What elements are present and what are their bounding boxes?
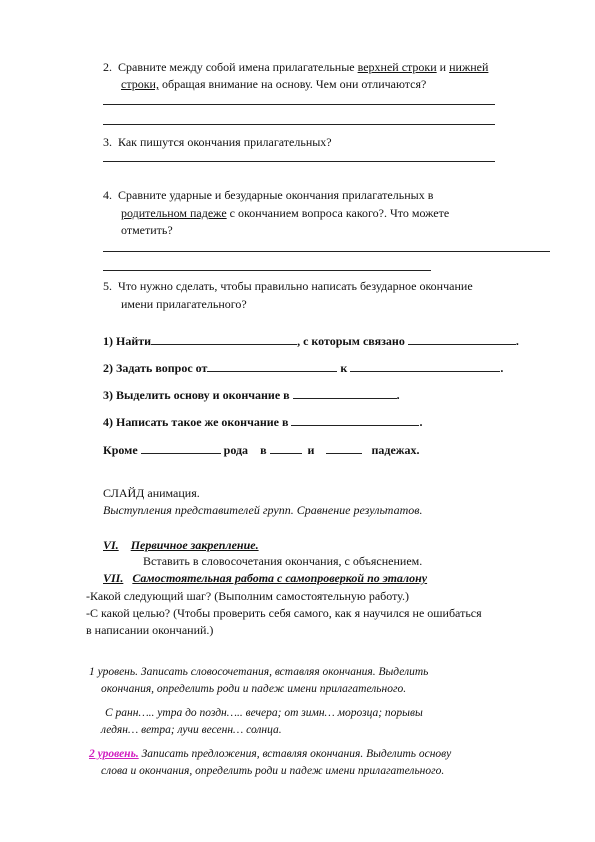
question-4-line-3: отметить? xyxy=(121,223,173,237)
dialog-line-1: -Какой следующий шаг? (Выполним самостоятельную работу.) xyxy=(86,589,409,603)
step-5 xyxy=(103,442,419,458)
question-4-number: 4. xyxy=(103,188,112,202)
level-1-example-2: ледян… ветра; лучи весенн… солнца. xyxy=(101,724,282,736)
section-7-heading xyxy=(103,570,427,587)
step-4 xyxy=(103,414,422,430)
step-3-text: 3) Выделить основу и окончание в xyxy=(103,388,290,402)
section-7-title: Самостоятельная работа с самопроверкой по эталону xyxy=(132,571,428,585)
answer-line[interactable] xyxy=(103,251,550,252)
fill-blank[interactable] xyxy=(141,442,221,454)
fill-blank[interactable] xyxy=(350,360,500,372)
level-1-text: Записать словосочетания, вставляя окончания. Выделить xyxy=(138,666,429,678)
question-2-text-end: обращая внимание на основу. Чем они отличаются? xyxy=(158,77,427,91)
step-5-end: падежах. xyxy=(371,443,420,457)
question-3-text: Как пишутся окончания прилагательных? xyxy=(118,135,332,149)
fill-blank[interactable] xyxy=(270,442,302,454)
step-4-text: 4) Написать такое же окончание в xyxy=(103,415,289,429)
level-1-line-1 xyxy=(89,664,428,681)
level-2-label: 2 уровень. xyxy=(89,748,139,760)
slide-text: Выступления представителей групп. Сравнение результатов. xyxy=(103,503,423,517)
dialog-line-2: -С какой целью? (Чтобы проверить себя самого, как я научился не ошибаться xyxy=(86,606,482,620)
question-2-underlined-top: верхней строки xyxy=(357,60,437,74)
answer-line[interactable] xyxy=(103,104,495,105)
fill-blank[interactable] xyxy=(326,442,362,454)
step-2-text: 2) Задать вопрос от xyxy=(103,361,208,375)
question-4-line-2 xyxy=(121,205,449,222)
section-6-heading xyxy=(103,537,259,554)
fill-blank[interactable] xyxy=(408,333,516,345)
question-5-text: Что нужно сделать, чтобы правильно написать безударное окончание xyxy=(118,279,473,293)
level-1-label: 1 уровень. xyxy=(89,666,138,678)
answer-line[interactable] xyxy=(103,270,431,271)
step-3-end: . xyxy=(396,388,400,402)
step-2 xyxy=(103,360,503,376)
level-1-line-2: окончания, определить роди и падеж имени прилагательного. xyxy=(101,683,407,695)
section-6-number: VI. xyxy=(103,538,119,552)
answer-line[interactable] xyxy=(103,124,495,125)
step-1-end: . xyxy=(515,334,519,348)
step-5-text-3: в xyxy=(260,443,267,457)
step-1 xyxy=(103,333,519,349)
question-4-text: Сравните ударные и безударные окончания прилагательных в xyxy=(118,188,434,202)
slide-label: СЛАЙД анимация. xyxy=(103,486,200,500)
section-6-text: Вставить в словосочетания окончания, с объяснением. xyxy=(143,554,423,568)
question-2-line-1 xyxy=(103,59,488,76)
answer-line[interactable] xyxy=(103,161,495,162)
section-7-number: VII. xyxy=(103,571,124,585)
dialog-line-3: в написании окончаний.) xyxy=(86,623,214,637)
step-3 xyxy=(103,387,400,403)
question-2-underlined-rows: строки, xyxy=(121,77,159,91)
level-1-example-1: С ранн….. утра до поздн….. вечера; от зимн… морозца; порывы xyxy=(105,707,423,719)
question-2-number: 2. xyxy=(103,60,112,74)
step-1-text-2: , с которым связано xyxy=(297,334,405,348)
question-2-connector: и xyxy=(436,60,450,74)
fill-blank[interactable] xyxy=(293,387,397,399)
step-4-end: . xyxy=(419,415,423,429)
question-3 xyxy=(103,134,332,151)
step-5-text-2: рода xyxy=(223,443,249,457)
question-5-number: 5. xyxy=(103,279,112,293)
step-2-text-2: к xyxy=(340,361,348,375)
question-2-text: Сравните между собой имена прилагательные xyxy=(118,60,358,74)
step-1-text: 1) Найти xyxy=(103,334,152,348)
fill-blank[interactable] xyxy=(291,414,419,426)
question-2-line-2 xyxy=(121,76,426,93)
question-4-text-2: с окончанием вопроса какого?. Что можете xyxy=(226,206,450,220)
level-2-line-2: слова и окончания, определить роди и падеж имени прилагательного. xyxy=(101,765,445,777)
question-2-underlined-bottom: нижней xyxy=(449,60,489,74)
question-5-line-1 xyxy=(103,278,473,295)
step-2-end: . xyxy=(500,361,504,375)
step-5-text-4: и xyxy=(307,443,315,457)
step-5-text: Кроме xyxy=(103,443,138,457)
level-2-text: Записать предложения, вставляя окончания. Выделить основу xyxy=(138,748,452,760)
question-4-underlined: родительном падеже xyxy=(121,206,227,220)
question-5-line-2: имени прилагательного? xyxy=(121,297,247,311)
section-6-title: Первичное закрепление. xyxy=(130,538,259,552)
fill-blank[interactable] xyxy=(151,333,297,345)
question-3-number: 3. xyxy=(103,135,112,149)
level-2-line-1 xyxy=(89,746,451,763)
question-4-line-1 xyxy=(103,187,433,204)
fill-blank[interactable] xyxy=(207,360,337,372)
